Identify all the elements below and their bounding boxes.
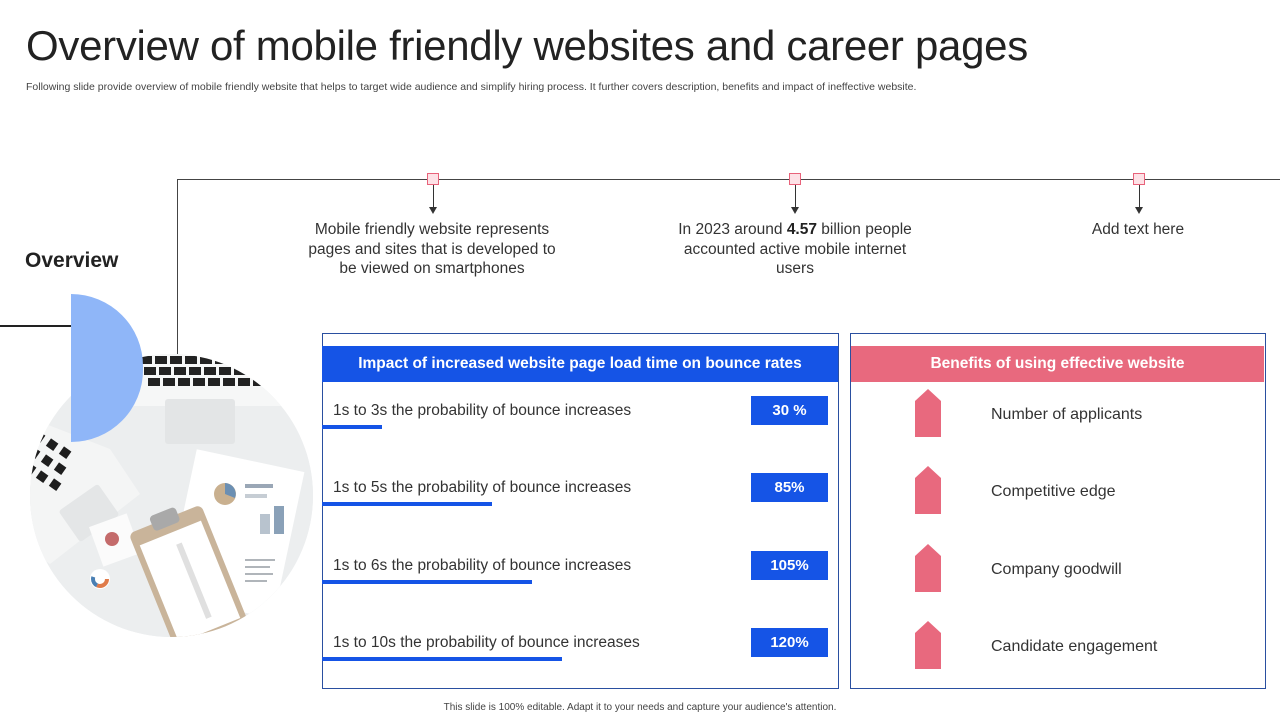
timeline-line [177, 179, 1280, 180]
timeline-point-2-text [665, 220, 925, 279]
benefit-item: Competitive edge [991, 483, 1116, 500]
bounce-value-badge: 120% [751, 628, 828, 657]
bounce-progress-bar [322, 502, 492, 506]
arrow-down-icon [791, 207, 799, 214]
bounce-progress-bar [322, 425, 382, 429]
arrow-down-icon [1135, 207, 1143, 214]
timeline-point-1-text: Mobile friendly website represents pages and sites that is developed to be viewed on smartphones [308, 221, 556, 277]
point-2-highlight: 4.57 [786, 221, 817, 238]
timeline-connector [177, 179, 178, 355]
timeline-point-3-text: Add text here [1091, 221, 1185, 238]
timeline-marker [789, 173, 801, 185]
bounce-row-label: 1s to 5s the probability of bounce increases [333, 479, 632, 496]
overview-label: Overview [25, 249, 119, 272]
arrow-down-icon [429, 207, 437, 214]
benefit-item: Number of applicants [991, 406, 1143, 423]
page-title: Overview of mobile friendly websites and career pages [26, 22, 1028, 69]
timeline-arrow-stem [1139, 185, 1140, 207]
bounce-value-badge: 105% [751, 551, 828, 580]
bounce-row-label: 1s to 10s the probability of bounce increases [333, 634, 640, 651]
benefit-item: Candidate engagement [991, 638, 1158, 655]
bounce-row-label: 1s to 3s the probability of bounce increases [333, 402, 632, 419]
timeline-marker [1133, 173, 1145, 185]
timeline-arrow-stem [433, 185, 434, 207]
timeline-marker [427, 173, 439, 185]
slide-footer: This slide is 100% editable. Adapt it to your needs and capture your audience's attention. [443, 702, 837, 713]
page-subtitle: Following slide provide overview of mobile friendly website that helps to target wide audience and simplify hiring process. It further covers description, benefits and impact of ineffective website. [26, 81, 917, 93]
benefit-item: Company goodwill [991, 561, 1122, 578]
bounce-row-label: 1s to 6s the probability of bounce increases [333, 557, 632, 574]
point-2-prefix: In 2023 around [678, 221, 787, 238]
bounce-value-badge: 30 % [751, 396, 828, 425]
bounce-value-badge: 85% [751, 473, 828, 502]
benefits-panel-header: Benefits of using effective website [851, 346, 1264, 382]
bounce-progress-bar [322, 580, 532, 584]
bounce-progress-bar [322, 657, 562, 661]
timeline-arrow-stem [795, 185, 796, 207]
bounce-panel-header: Impact of increased website page load time on bounce rates [322, 346, 838, 382]
point-2-suffix: billion people accounted active mobile internet users [683, 221, 912, 277]
benefits-panel [850, 333, 1266, 689]
